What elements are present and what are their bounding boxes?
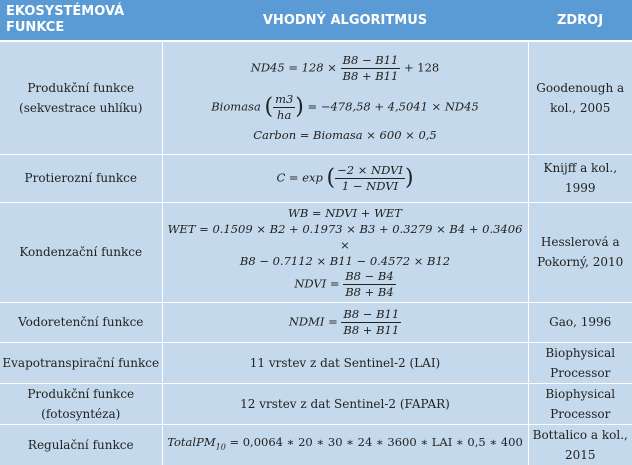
fraction — [341, 307, 401, 338]
formula-text: ND45 = 128 × — [250, 60, 337, 75]
formula-text: NDVI = — [294, 276, 340, 290]
function-cell: Kondenzační funkce — [0, 202, 162, 302]
algorithm-cell — [162, 202, 528, 302]
table-row — [0, 342, 632, 383]
header-algorithm: VHODNÝ ALGORITMUS — [162, 0, 528, 41]
denominator: B8 + B11 — [343, 322, 400, 337]
function-cell: Produkční funkce (fotosyntéza) — [0, 383, 162, 424]
source-cell: Biophysical Processor — [528, 383, 632, 424]
algorithm-cell — [162, 383, 528, 424]
algorithm-cell — [162, 302, 528, 342]
table-row — [0, 202, 632, 302]
algorithm-cell: C = exp ( $\frac{\text{−2 × NDVI}}{\text{1 − NDVI}}$ ) — [162, 154, 528, 202]
table-row — [0, 424, 632, 465]
algorithm-text: 11 vrstev z dat Sentinel-2 (LAI) — [249, 355, 441, 370]
numerator: −2 × NDVI — [337, 162, 403, 177]
formula-text: + 128 — [403, 60, 440, 75]
source-cell: Hesslerová a Pokorný, 2010 — [528, 202, 632, 302]
algorithm-cell — [162, 424, 528, 465]
table-row — [0, 383, 632, 424]
header-row — [0, 0, 632, 41]
formula-text: NDMI = — [288, 314, 338, 328]
table-row — [0, 302, 632, 342]
function-cell: Produkční funkce (sekvestrace uhlíku) — [0, 41, 162, 154]
algorithm-text: 12 vrstev z dat Sentinel-2 (FAPAR) — [240, 396, 450, 411]
function-cell: Evapotranspirační funkce — [0, 342, 162, 383]
numerator: B8 − B11 — [342, 52, 399, 67]
numerator: m3 — [275, 91, 294, 106]
source-cell: Goodenough a kol., 2005 — [528, 41, 632, 154]
source-cell: Biophysical Processor — [528, 342, 632, 383]
fraction — [335, 163, 405, 194]
function-cell: Protierozní funkce — [0, 154, 162, 202]
fraction — [343, 269, 395, 300]
subscript: 10 — [215, 442, 226, 452]
formula-text: = 0,0064 ∗ 20 ∗ 30 ∗ 24 ∗ 3600 ∗ LAI ∗ 0,5 ∗ 400 — [229, 434, 523, 449]
formula-text: B8 − 0.7112 × B11 − 0.4572 × B12 — [239, 253, 451, 268]
numerator: B8 − B11 — [343, 306, 400, 321]
numerator: B8 − B4 — [345, 268, 394, 283]
denominator: ha — [277, 107, 292, 122]
denominator: B8 + B4 — [345, 284, 394, 299]
source-cell: Knijff a kol., 1999 — [528, 154, 632, 202]
denominator: B8 + B11 — [342, 68, 399, 83]
formula-text: C = exp — [276, 170, 323, 184]
header-source: ZDROJ — [528, 0, 632, 41]
function-cell: Vodoretenční funkce — [0, 302, 162, 342]
table-row — [0, 154, 632, 202]
formula-text: = −478,58 + 4,5041 × ND45 — [307, 99, 479, 114]
algorithm-cell — [162, 342, 528, 383]
denominator: 1 − NDVI — [341, 178, 399, 193]
formula-text: WB = NDVI + WET — [288, 205, 402, 220]
source-cell: Bottalico a kol., 2015 — [528, 424, 632, 465]
fraction — [273, 92, 295, 123]
formula-text: TotalPM — [167, 434, 216, 449]
table-row — [0, 41, 632, 154]
algorithm-cell: ND45 = 128 × $\frac{B8 - B11}{B8 + B11}$ + 128 Biomasa ( $\frac{m3}{ha}$ ) = −478,58 + 4,5041 × ND45 Carbon = Biomasa × 600 × 0,5 — [162, 41, 528, 154]
source-cell: Gao, 1996 — [528, 302, 632, 342]
header-function: EKOSYSTÉMOVÁ FUNKCE — [0, 0, 162, 41]
fraction — [341, 53, 401, 84]
formula-text: Carbon = Biomasa × 600 × 0,5 — [253, 127, 437, 142]
formula-text: Biomasa — [211, 99, 261, 114]
formula-text: WET = 0.1509 × B2 + 0.1973 × B3 + 0.3279 × B4 + 0.3406 × — [167, 221, 523, 252]
function-cell: Regulační funkce — [0, 424, 162, 465]
